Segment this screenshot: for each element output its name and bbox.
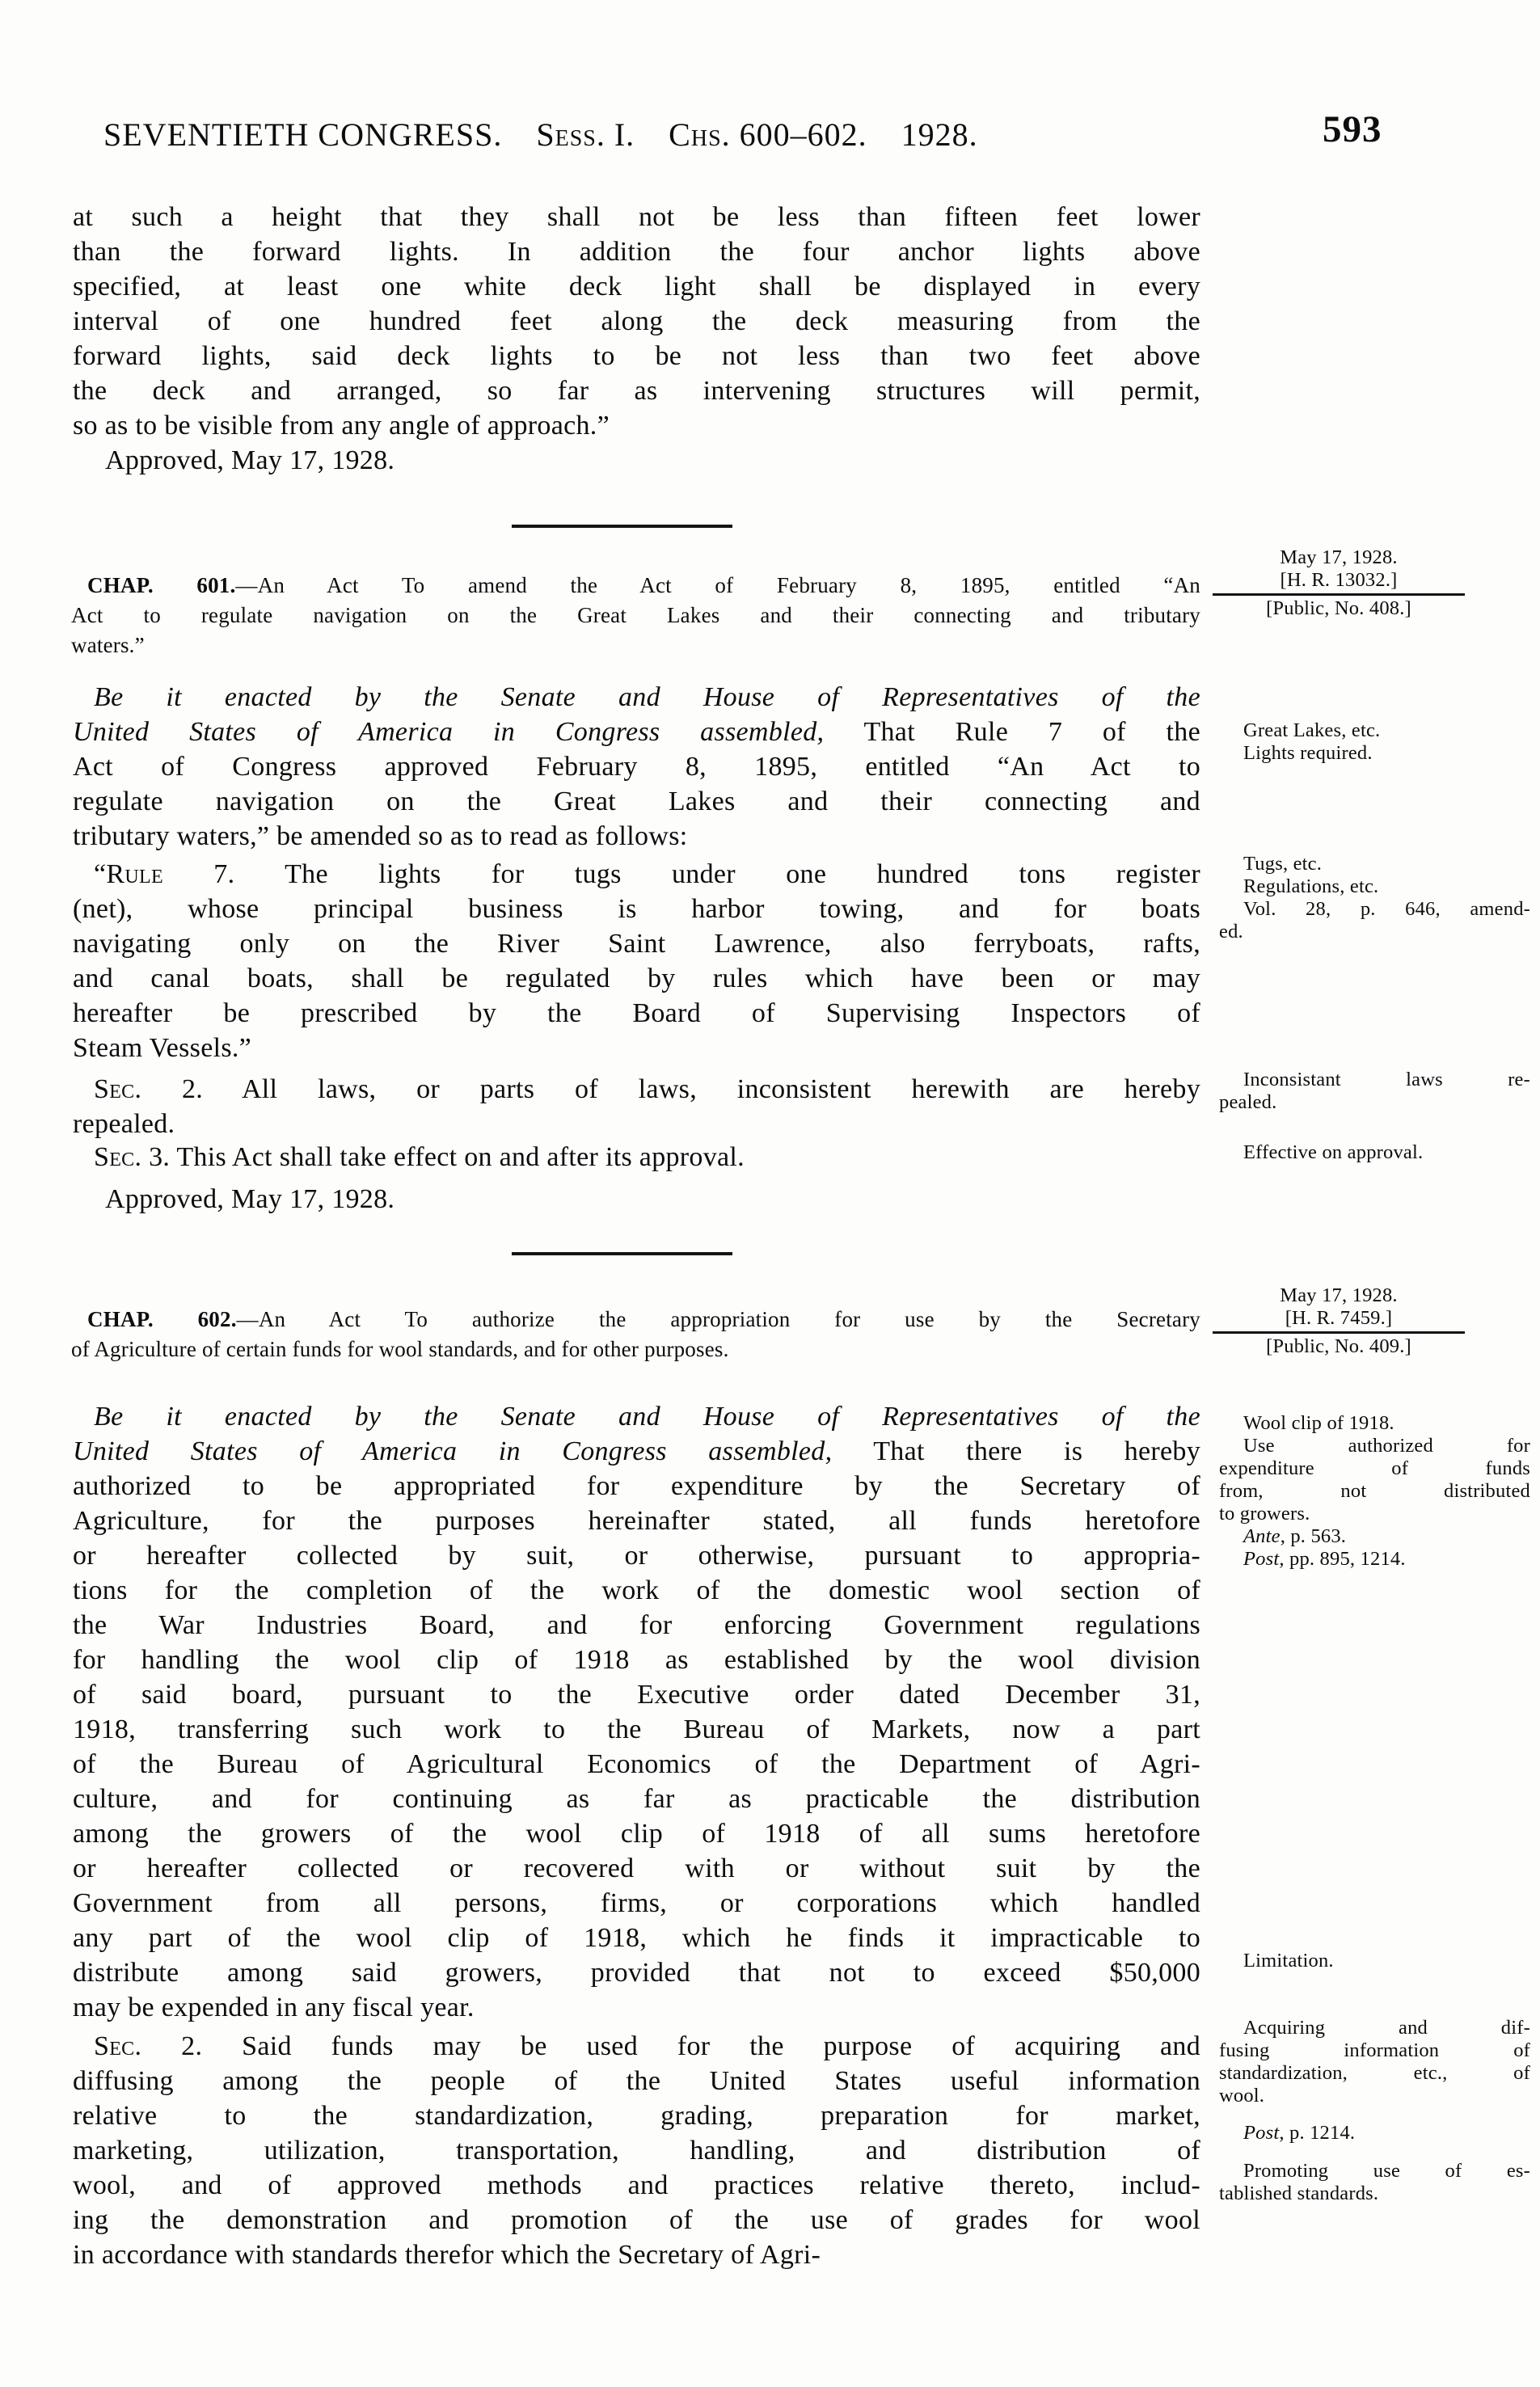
- chap602-margin-note-acquiring: Acquiring and dif- fusing information of standardization, etc., of wool.: [1219, 2017, 1530, 2107]
- chap601-rule7-paragraph: “Rule 7. The lights for tugs under one hundred tons register (net), whose principal business is harbor towing, and for boats navigating only on the River Saint Lawrence, also ferryboats, rafts, and canal boats, shall be regulated by rules which have been or may hereafter be prescribed by the Board of Supervising Inspectors of Steam Vessels.”: [73, 859, 1200, 1063]
- chap602-margin-note-limitation: Limitation.: [1243, 1950, 1334, 1972]
- citation-rule: [1213, 593, 1465, 596]
- chap602-date: May 17, 1928.: [1280, 1284, 1398, 1306]
- chap602-public-number: [Public, No. 409.]: [1266, 1335, 1411, 1357]
- chap602-bill-number: [H. R. 7459.]: [1285, 1307, 1393, 1329]
- chap601-date: May 17, 1928.: [1280, 546, 1398, 568]
- chap602-margin-note-post: Post, p. 1214.: [1243, 2122, 1356, 2144]
- chap601-enacting-paragraph: Be it enacted by the Senate and House of Representatives of the United States of America in Congress assembled, That Rule 7 of the Act of Congress approved February 8, 1895, entitled “An Act to regulate navigation on the Great Lakes and their connecting and tributary waters,” be amended so as to read as follows:: [73, 682, 1200, 851]
- chap601-margin-note-lights: Great Lakes, etc. Lights required.: [1243, 719, 1381, 764]
- chap602-margin-citation: [1213, 1284, 1465, 1358]
- section-divider: [512, 525, 732, 528]
- chap602-section1-paragraph: Be it enacted by the Senate and House of Representatives of the United States of America in Congress assembled, That there is hereby authorized to be appropriated for expenditure by the Secretary of Agriculture, for the purposes hereinafter stated, all funds heretofore or hereafter collected by suit, or otherwise, pursuant to appropria- tions for the completion of the work of the domestic wool section of the War Industries Board, and for enforcing Government regulations for handling the wool clip of 1918 as established by the wool division of said board, pursuant to the Executive order dated December 31, 1918, transferring such work to the Bureau of Markets, now a part of the Bureau of Agricultural Economics of the Department of Agri- culture, and for continuing as far as practicable the distribution among the growers of the wool clip of 1918 of all sums heretofore or hereafter collected or recovered with or without suit by the Government from all persons, firms, or corporations which handled any part of the wool clip of 1918, which he finds it impracticable to distribute among said growers, provided that not to exceed $50,000 may be expended in any fiscal year.: [73, 1402, 1200, 2022]
- chap601-sec3-paragraph: Sec. 3. This Act shall take effect on and after its approval.: [94, 1142, 745, 1172]
- chap601-approval-line: Approved, May 17, 1928.: [105, 1184, 395, 1214]
- chap601-margin-note-tugs: Tugs, etc. Regulations, etc. Vol. 28, p. 646, amend- ed.: [1219, 853, 1530, 943]
- chap601-public-number: [Public, No. 408.]: [1266, 597, 1411, 619]
- chap600-approval-line: Approved, May 17, 1928.: [105, 445, 395, 475]
- chap602-sec2-paragraph: Sec. 2. Said funds may be used for the purpose of acquiring and diffusing among the people of the United States useful information relative to the standardization, grading, preparation for market, marketing, utilization, transportation, handling, and distribution of wool, and of approved methods and practices relative thereto, includ- ing the demonstration and promotion of the use of grades for wool in accordance with standards therefor which the Secretary of Agri-: [73, 2031, 1200, 2270]
- chap601-margin-citation: [1213, 546, 1465, 620]
- chap601-margin-note-effective: Effective on approval.: [1243, 1141, 1424, 1163]
- running-head: [103, 118, 978, 152]
- chapters-label: Chs. 600–602.: [669, 116, 867, 153]
- chap602-margin-note-wool: Wool clip of 1918. Use authorized for expenditure of funds from, not distributed to growers. Ante, p. 563. Post, pp. 895, 1214.: [1219, 1412, 1530, 1570]
- session-label: Sess. I.: [536, 116, 635, 153]
- chap602-margin-note-promoting: Promoting use of es- tablished standards.: [1219, 2160, 1530, 2204]
- chap602-heading: CHAP. 602.—An Act To authorize the appropriation for use by the Secretary of Agriculture of certain funds for wool standards, and for other purposes.: [71, 1307, 1200, 1361]
- page-number: 593: [1323, 108, 1382, 150]
- chap601-bill-number: [H. R. 13032.]: [1280, 569, 1398, 591]
- citation-rule: [1213, 1331, 1465, 1334]
- chap601-sec2-paragraph: Sec. 2. All laws, or parts of laws, inconsistent herewith are hereby repealed.: [73, 1074, 1200, 1139]
- chap600-continuation-paragraph: at such a height that they shall not be less than fifteen feet lower than the forward lights. In addition the four anchor lights above specified, at least one white deck light shall be displayed in every interval of one hundred feet along the deck measuring from the forward lights, said deck lights to be not less than two feet above the deck and arranged, so far as intervening structures will permit, so as to be visible from any angle of approach.”: [73, 202, 1200, 441]
- congress-title: SEVENTIETH CONGRESS.: [103, 116, 503, 153]
- year-label: 1928.: [901, 116, 978, 153]
- chap601-heading: CHAP. 601.—An Act To amend the Act of February 8, 1895, entitled “An Act to regulate navigation on the Great Lakes and their connecting and tributary waters.”: [71, 573, 1200, 657]
- section-divider: [512, 1252, 732, 1255]
- chap601-margin-note-repealed: Inconsistant laws re- pealed.: [1219, 1069, 1530, 1113]
